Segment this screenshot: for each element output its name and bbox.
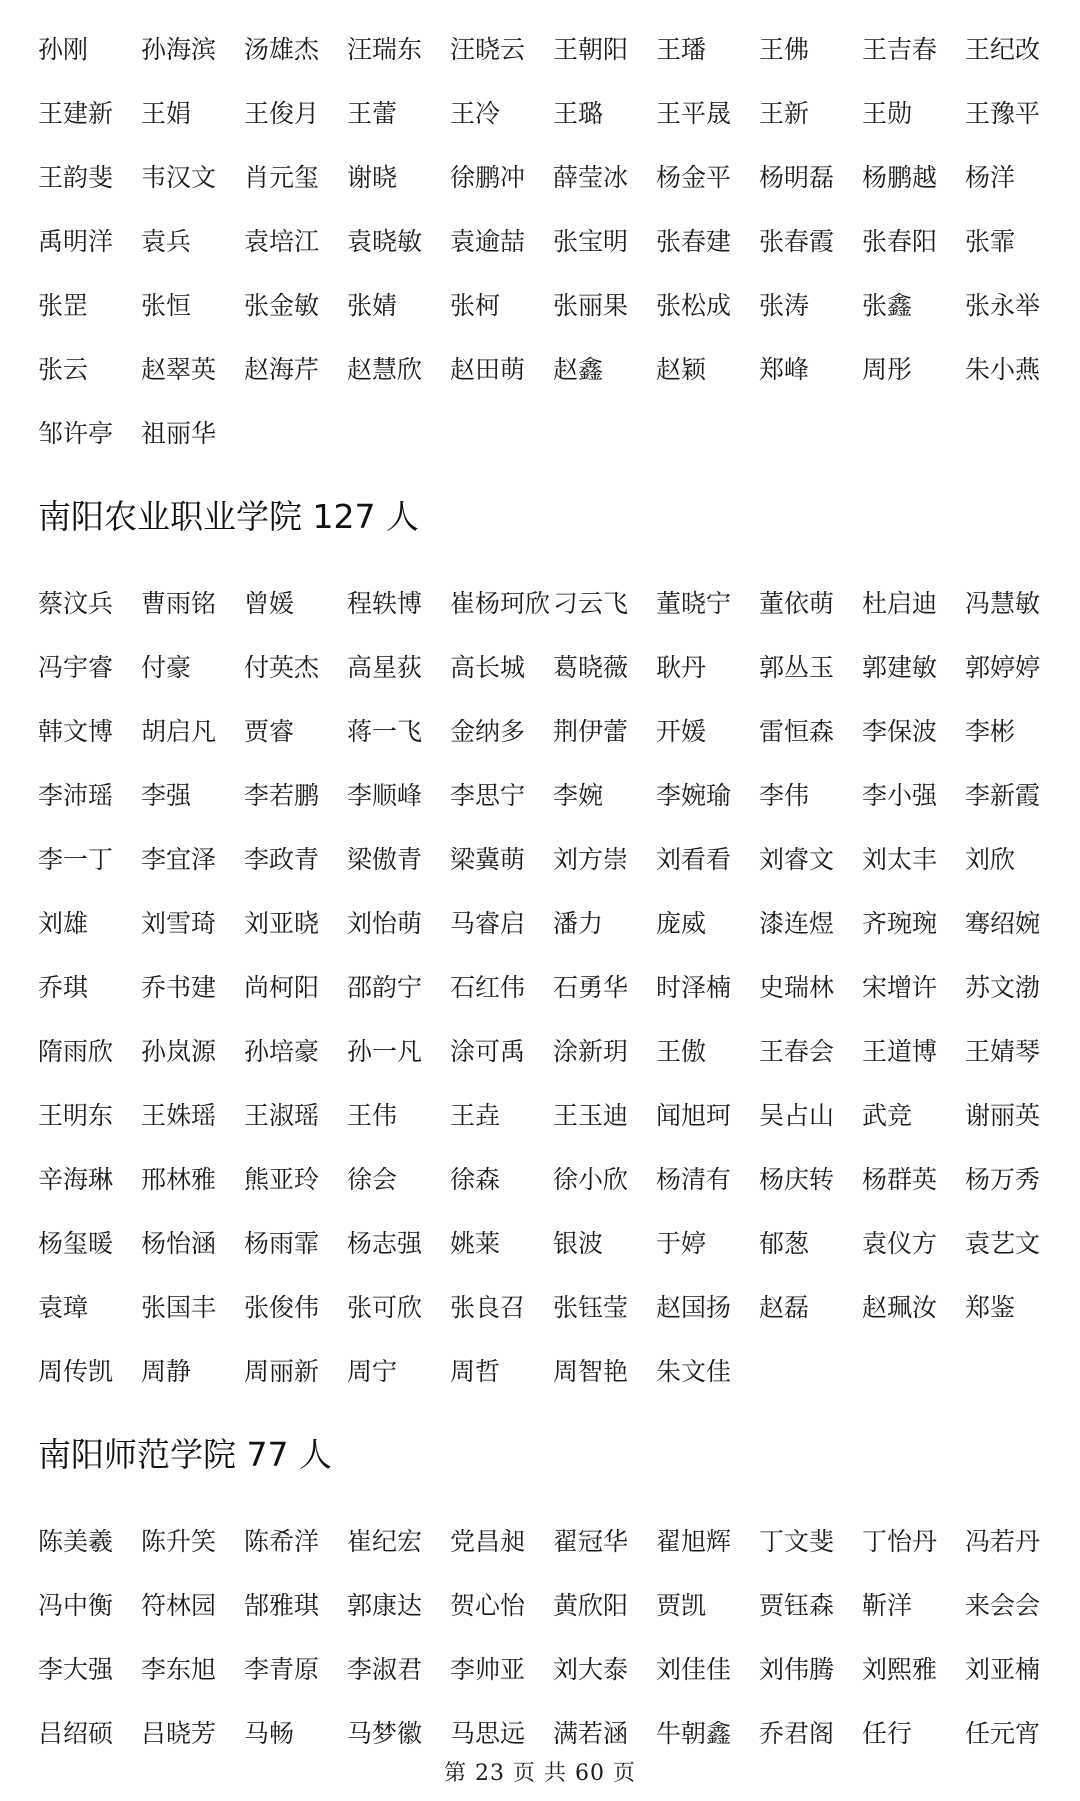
name-entry: 梁傲青 [347,845,423,874]
name-entry: 杜启迪 [862,589,938,618]
name-entry: 丁怡丹 [862,1527,938,1556]
name-entry: 王纪改 [965,35,1041,64]
name-entry: 赵鑫 [553,355,604,384]
name-entry: 李婉瑜 [656,781,732,810]
name-entry: 耿丹 [656,653,707,682]
name-entry: 张宝明 [553,227,629,256]
name-entry: 史瑞林 [759,973,835,1002]
name-entry: 张良召 [450,1293,526,1322]
name-entry: 刘雄 [38,909,89,938]
name-entry: 肖元玺 [244,163,320,192]
name-entry: 张鑫 [862,291,913,320]
name-entry: 刘伟腾 [759,1655,835,1684]
name-entry: 刘雪琦 [141,909,217,938]
name-entry: 张松成 [656,291,732,320]
name-entry: 袁培江 [244,227,320,256]
name-entry: 赵田萌 [450,355,526,384]
name-list [38,16,1058,464]
name-entry: 郭丛玉 [759,653,835,682]
name-entry: 金纳多 [450,717,526,746]
name-entry: 王建新 [38,99,114,128]
name-entry: 乔书建 [141,973,217,1002]
name-entry: 郑鉴 [965,1293,1016,1322]
name-entry: 袁仪方 [862,1229,938,1258]
name-entry: 张婧 [347,291,398,320]
name-entry: 李思宁 [450,781,526,810]
name-entry: 王璠 [656,35,707,64]
name-entry: 张国丰 [141,1293,217,1322]
name-entry: 赵翠英 [141,355,217,384]
name-entry: 徐会 [347,1165,398,1194]
name-entry: 张春阳 [862,227,938,256]
name-entry: 曹雨铭 [141,589,217,618]
name-entry: 符林园 [141,1591,217,1620]
name-entry: 王吉春 [862,35,938,64]
name-entry: 张恒 [141,291,192,320]
name-entry: 李婉 [553,781,604,810]
name-entry: 尚柯阳 [244,973,320,1002]
name-entry: 杨庆转 [759,1165,835,1194]
name-entry: 石红伟 [450,973,526,1002]
name-entry: 曾媛 [244,589,295,618]
name-entry: 邵韵宁 [347,973,423,1002]
name-entry: 张罡 [38,291,89,320]
name-entry: 涂可禹 [450,1037,526,1066]
name-entry: 谢丽英 [965,1101,1041,1130]
name-entry: 王新 [759,99,810,128]
name-entry: 李帅亚 [450,1655,526,1684]
name-entry: 黄欣阳 [553,1591,629,1620]
name-entry: 葛晓薇 [553,653,629,682]
name-entry: 刘方崇 [553,845,629,874]
name-entry: 雷恒森 [759,717,835,746]
name-entry: 李政青 [244,845,320,874]
name-entry: 袁艺文 [965,1229,1041,1258]
name-entry: 徐鹏冲 [450,163,526,192]
name-entry: 齐琬琬 [862,909,938,938]
name-entry: 王伟 [347,1101,398,1130]
name-entry: 禹明洋 [38,227,114,256]
name-entry: 丁文斐 [759,1527,835,1556]
name-entry: 陈美羲 [38,1527,114,1556]
name-entry: 刘熙雅 [862,1655,938,1684]
document-body [38,16,1058,1764]
name-entry: 冯若丹 [965,1527,1041,1556]
name-entry: 周静 [141,1357,192,1386]
name-entry: 贾凯 [656,1591,707,1620]
name-entry: 李伟 [759,781,810,810]
name-entry: 高长城 [450,653,526,682]
name-entry: 王俊月 [244,99,320,128]
name-entry: 刘怡萌 [347,909,423,938]
name-entry: 王垚 [450,1101,501,1130]
name-entry: 牛朝鑫 [656,1719,732,1748]
name-entry: 周宁 [347,1357,398,1386]
name-entry: 李沛瑶 [38,781,114,810]
name-entry: 王娟 [141,99,192,128]
name-entry: 翟冠华 [553,1527,629,1556]
name-entry: 李彬 [965,717,1016,746]
document-page [38,16,1058,1764]
name-entry: 党昌昶 [450,1527,526,1556]
name-entry: 翟旭辉 [656,1527,732,1556]
name-entry: 王平晟 [656,99,732,128]
name-entry: 李宜泽 [141,845,217,874]
name-entry: 杨洋 [965,163,1016,192]
name-entry: 邹许亭 [38,419,114,448]
name-entry: 石勇华 [553,973,629,1002]
name-entry: 刘亚晓 [244,909,320,938]
name-entry: 王婧琴 [965,1037,1041,1066]
page-number-footer: 第 23 页 共 60 页 [444,1761,636,1786]
name-entry: 熊亚玲 [244,1165,320,1194]
name-entry: 赵磊 [759,1293,810,1322]
name-entry: 潘力 [553,909,604,938]
name-entry: 于婷 [656,1229,707,1258]
name-entry: 韦汉文 [141,163,217,192]
name-entry: 宋增许 [862,973,938,1002]
name-entry: 李强 [141,781,192,810]
name-entry: 杨群英 [862,1165,938,1194]
name-entry: 袁逾喆 [450,227,526,256]
name-entry: 贾钰森 [759,1591,835,1620]
name-entry: 王韵斐 [38,163,114,192]
name-entry: 李淑君 [347,1655,423,1684]
name-entry: 王蕾 [347,99,398,128]
name-entry: 张可欣 [347,1293,423,1322]
name-entry: 贺心怡 [450,1591,526,1620]
name-entry: 王道博 [862,1037,938,1066]
name-entry: 祖丽华 [141,419,217,448]
name-list [38,1508,1058,1764]
name-entry: 任元宵 [965,1719,1041,1748]
name-entry: 李保波 [862,717,938,746]
name-entry: 徐森 [450,1165,501,1194]
name-entry: 刘看看 [656,845,732,874]
name-entry: 杨鹏越 [862,163,938,192]
name-entry: 苏文渤 [965,973,1041,1002]
name-entry: 马畅 [244,1719,295,1748]
name-entry: 李青原 [244,1655,320,1684]
name-entry: 汪瑞东 [347,35,423,64]
name-entry: 付豪 [141,653,192,682]
name-entry: 崔杨珂欣 [450,589,551,618]
name-entry: 蒋一飞 [347,717,423,746]
name-entry: 辛海琳 [38,1165,114,1194]
name-entry: 隋雨欣 [38,1037,114,1066]
name-entry: 刁云飞 [553,589,629,618]
name-entry: 梁冀萌 [450,845,526,874]
name-entry: 胡启凡 [141,717,217,746]
name-entry: 王勋 [862,99,913,128]
name-entry: 韩文博 [38,717,114,746]
name-entry: 杨金平 [656,163,732,192]
name-entry: 乔琪 [38,973,89,1002]
name-entry: 张春霞 [759,227,835,256]
name-entry: 赵海芹 [244,355,320,384]
name-entry: 袁晓敏 [347,227,423,256]
name-entry: 王明东 [38,1101,114,1130]
name-entry: 乔君阁 [759,1719,835,1748]
name-entry: 张永举 [965,291,1041,320]
name-entry: 马睿启 [450,909,526,938]
name-entry: 崔纪宏 [347,1527,423,1556]
name-entry: 王淑瑶 [244,1101,320,1130]
name-entry: 陈升笑 [141,1527,217,1556]
name-entry: 任行 [862,1719,913,1748]
name-entry: 李顺峰 [347,781,423,810]
name-entry: 赵慧欣 [347,355,423,384]
name-entry: 汤雄杰 [244,35,320,64]
name-entry: 漆连煜 [759,909,835,938]
name-entry: 徐小欣 [553,1165,629,1194]
name-entry: 杨明磊 [759,163,835,192]
name-entry: 杨万秀 [965,1165,1041,1194]
name-entry: 刘欣 [965,845,1016,874]
name-entry: 赵国扬 [656,1293,732,1322]
name-entry: 周彤 [862,355,913,384]
name-entry: 杨雨霏 [244,1229,320,1258]
name-entry: 姚莱 [450,1229,501,1258]
name-entry: 吕绍硕 [38,1719,114,1748]
name-entry: 李东旭 [141,1655,217,1684]
name-entry: 刘亚楠 [965,1655,1041,1684]
name-entry: 李大强 [38,1655,114,1684]
name-entry: 赵珮汝 [862,1293,938,1322]
name-entry: 张云 [38,355,89,384]
name-entry: 周传凯 [38,1357,114,1386]
name-entry: 涂新玥 [553,1037,629,1066]
name-list [38,570,1058,1402]
name-entry: 刘睿文 [759,845,835,874]
name-entry: 时泽楠 [656,973,732,1002]
name-entry: 张钰莹 [553,1293,629,1322]
name-entry: 付英杰 [244,653,320,682]
name-entry: 冯慧敏 [965,589,1041,618]
name-entry: 刘大泰 [553,1655,629,1684]
name-entry: 李一丁 [38,845,114,874]
name-entry: 贾睿 [244,717,295,746]
name-entry: 汪晓云 [450,35,526,64]
name-entry: 周丽新 [244,1357,320,1386]
name-entry: 孙海滨 [141,35,217,64]
name-entry: 高星荻 [347,653,423,682]
name-entry: 冯宇睿 [38,653,114,682]
name-entry: 王傲 [656,1037,707,1066]
name-entry: 孙培豪 [244,1037,320,1066]
name-entry: 郭康达 [347,1591,423,1620]
name-entry: 张涛 [759,291,810,320]
name-entry: 满若涵 [553,1719,629,1748]
name-entry: 程轶博 [347,589,423,618]
name-entry: 荆伊蕾 [553,717,629,746]
name-entry: 朱文佳 [656,1357,732,1386]
name-entry: 郑峰 [759,355,810,384]
name-entry: 骞绍婉 [965,909,1041,938]
name-entry: 冯中衡 [38,1591,114,1620]
name-entry: 王姝瑶 [141,1101,217,1130]
name-entry: 杨清有 [656,1165,732,1194]
name-entry: 王冷 [450,99,501,128]
name-entry: 王玉迪 [553,1101,629,1130]
name-entry: 杨怡涵 [141,1229,217,1258]
name-entry: 蔡汶兵 [38,589,114,618]
name-entry: 马思远 [450,1719,526,1748]
section-title: 南阳师范学院 77 人 [38,1435,332,1474]
name-entry: 袁璋 [38,1293,89,1322]
name-entry: 袁兵 [141,227,192,256]
name-entry: 王佛 [759,35,810,64]
name-entry: 王豫平 [965,99,1041,128]
name-entry: 开媛 [656,717,707,746]
name-entry: 刘太丰 [862,845,938,874]
name-entry: 吕晓芳 [141,1719,217,1748]
name-entry: 王春会 [759,1037,835,1066]
name-entry: 张春建 [656,227,732,256]
name-entry: 李小强 [862,781,938,810]
name-entry: 谢晓 [347,163,398,192]
name-entry: 赵颖 [656,355,707,384]
name-entry: 靳洋 [862,1591,913,1620]
name-entry: 薛莹冰 [553,163,629,192]
name-entry: 张丽果 [553,291,629,320]
name-entry: 郭婷婷 [965,653,1041,682]
name-entry: 董晓宁 [656,589,732,618]
name-entry: 朱小燕 [965,355,1041,384]
name-entry: 陈希洋 [244,1527,320,1556]
name-entry: 孙一凡 [347,1037,423,1066]
name-entry: 来会会 [965,1591,1041,1620]
name-entry: 杨志强 [347,1229,423,1258]
name-entry: 张霏 [965,227,1016,256]
name-entry: 张柯 [450,291,501,320]
name-entry: 闻旭珂 [656,1101,732,1130]
name-entry: 郜雅琪 [244,1591,320,1620]
name-entry: 李若鹏 [244,781,320,810]
name-entry: 周智艳 [553,1357,629,1386]
name-entry: 孙岚源 [141,1037,217,1066]
name-entry: 马梦徽 [347,1719,423,1748]
name-entry: 刘佳佳 [656,1655,732,1684]
name-entry: 董依萌 [759,589,835,618]
name-entry: 银波 [553,1229,604,1258]
name-entry: 周哲 [450,1357,501,1386]
name-entry: 张俊伟 [244,1293,320,1322]
section-title: 南阳农业职业学院 127 人 [38,497,419,536]
name-entry: 武竞 [862,1101,913,1130]
name-entry: 杨玺暖 [38,1229,114,1258]
name-entry: 庞威 [656,909,707,938]
name-entry: 邢林雅 [141,1165,217,1194]
name-entry: 王朝阳 [553,35,629,64]
name-entry: 张金敏 [244,291,320,320]
name-entry: 王璐 [553,99,604,128]
name-entry: 郭建敏 [862,653,938,682]
name-entry: 孙刚 [38,35,89,64]
name-entry: 吴占山 [759,1101,835,1130]
name-entry: 郁葱 [759,1229,810,1258]
name-entry: 李新霞 [965,781,1041,810]
